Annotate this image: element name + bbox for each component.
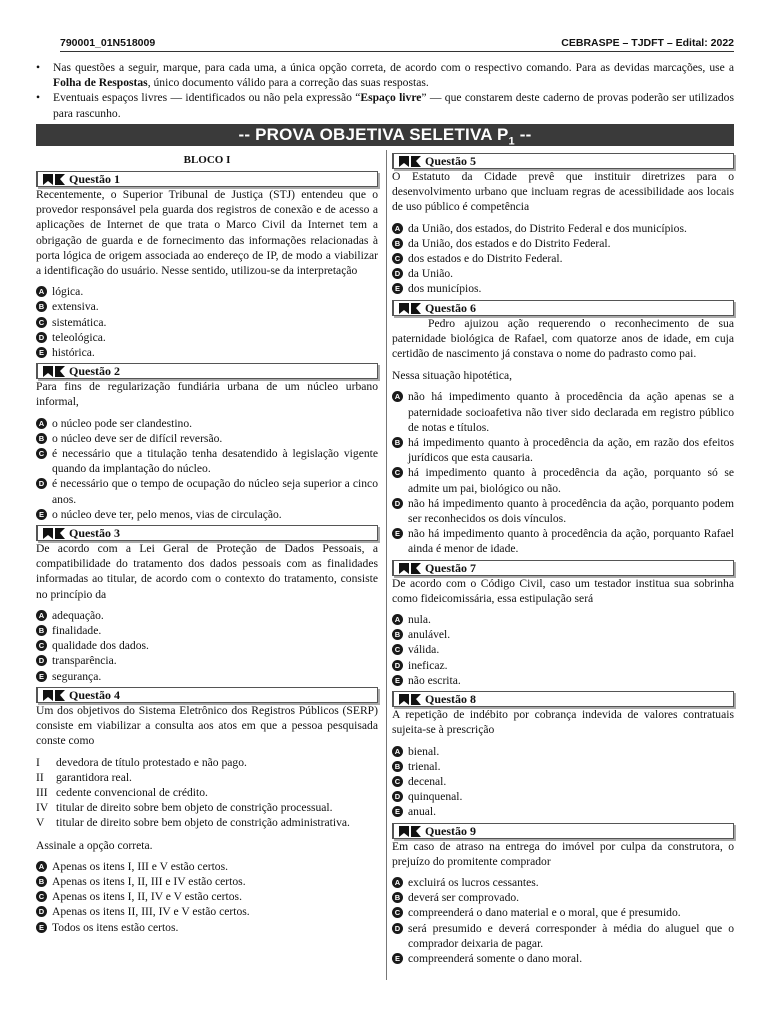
option-text: dos municípios. [408, 282, 482, 296]
option-letter-badge: B [36, 625, 47, 636]
answer-option[interactable] [36, 623, 378, 638]
instruction-item: • Eventuais espaços livres — identificados ou não pela expressão “Espaço livre” — que constarem deste caderno de provas poderão ser utilizados para rascunho. [36, 90, 734, 120]
option-text: da União. [408, 267, 454, 281]
option-letter-badge: D [392, 791, 403, 802]
question-number: Questão 5 [425, 154, 476, 168]
answer-option[interactable] [392, 465, 734, 495]
answer-option[interactable] [392, 642, 734, 657]
answer-option[interactable] [36, 874, 378, 889]
answer-option[interactable] [392, 774, 734, 789]
option-letter-badge: C [392, 467, 403, 478]
statement-list [36, 755, 378, 831]
answer-options [392, 389, 734, 556]
option-letter-badge: C [36, 891, 47, 902]
option-letter-badge: D [392, 660, 403, 671]
option-letter-badge: A [36, 610, 47, 621]
question-number: Questão 1 [69, 172, 120, 186]
option-letter-badge: A [392, 223, 403, 234]
option-letter-badge: E [392, 953, 403, 964]
option-text: compreenderá somente o dano moral. [408, 951, 583, 965]
statement-numeral: III [36, 785, 48, 799]
section-banner: -- PROVA OBJETIVA SELETIVA $P_1$ -- [36, 124, 734, 146]
question-block [36, 687, 378, 935]
question-stem: Para fins de regularização fundiária urbana de um núcleo urbano informal, [36, 380, 378, 409]
option-text: válida. [408, 643, 440, 657]
option-text: histórica. [52, 346, 95, 360]
option-text: finalidade. [52, 624, 102, 638]
option-letter-badge: D [36, 332, 47, 343]
question-block [36, 363, 378, 522]
question-number: Questão 9 [425, 823, 476, 838]
answer-option[interactable] [36, 638, 378, 653]
option-text: não escrita. [408, 673, 461, 687]
option-letter-badge: E [36, 347, 47, 358]
option-text: dos estados e do Distrito Federal. [408, 252, 563, 266]
question-block [392, 560, 734, 688]
option-letter-badge: B [392, 238, 403, 249]
answer-option[interactable] [392, 905, 734, 920]
answer-options [36, 416, 378, 522]
answer-option[interactable] [392, 673, 734, 688]
option-text: lógica. [52, 285, 84, 299]
answer-option[interactable] [392, 804, 734, 819]
option-letter-badge: C [36, 448, 47, 459]
option-letter-badge: D [36, 478, 47, 489]
option-text: anulável. [408, 628, 451, 642]
answer-option[interactable] [36, 608, 378, 623]
question-header [36, 363, 378, 379]
statement-item [36, 755, 378, 770]
statement-item [36, 815, 378, 830]
option-letter-badge: B [36, 433, 47, 444]
option-text: o núcleo pode ser clandestino. [52, 416, 193, 430]
question-block [392, 823, 734, 967]
option-letter-badge: B [36, 301, 47, 312]
question-marker-icon [42, 689, 66, 702]
option-letter-badge: D [392, 268, 403, 279]
option-text: Apenas os itens II, III, IV e V estão certos. [52, 905, 250, 919]
answer-options [36, 608, 378, 684]
right-column [392, 150, 734, 966]
option-text: ineficaz. [408, 658, 448, 672]
question-number: Questão 3 [69, 526, 120, 541]
document-code: 790001_01N518009 [60, 37, 156, 49]
answer-options [36, 284, 378, 360]
answer-option[interactable] [36, 920, 378, 935]
question-prompt: Assinale a opção correta. [36, 838, 153, 852]
question-number: Questão 7 [425, 560, 476, 575]
option-text: Apenas os itens I, II, IV e V estão certos. [52, 890, 242, 904]
statement-item [36, 800, 378, 815]
question-block [392, 300, 734, 557]
option-text: segurança. [52, 669, 102, 683]
question-stem: De acordo com o Código Civil, caso um testador institua sua sobrinha como fideicomissária, essa estipulação será [392, 576, 734, 605]
question-header [392, 153, 734, 169]
option-letter-badge: C [392, 253, 403, 264]
answer-option[interactable] [392, 744, 734, 759]
option-letter-badge: B [392, 761, 403, 772]
answer-option[interactable] [392, 281, 734, 296]
column-divider [386, 150, 387, 980]
instructions-list [36, 60, 734, 121]
option-letter-badge: A [36, 418, 47, 429]
question-header [392, 300, 734, 316]
question-number: Questão 8 [425, 692, 476, 707]
answer-options [392, 612, 734, 688]
answer-option[interactable] [36, 299, 378, 314]
option-text: transparência. [52, 654, 117, 668]
question-block [392, 153, 734, 297]
option-text: o núcleo deve ter, pelo menos, vias de circulação. [52, 507, 282, 521]
answer-option[interactable] [392, 921, 734, 951]
option-letter-badge: B [36, 876, 47, 887]
option-letter-badge: B [392, 437, 403, 448]
answer-option[interactable] [392, 251, 734, 266]
option-text: quinquenal. [408, 790, 463, 804]
option-letter-badge: C [392, 776, 403, 787]
question-number: Questão 6 [425, 300, 476, 315]
option-text: extensiva. [52, 300, 99, 314]
option-letter-badge: D [36, 906, 47, 917]
question-number: Questão 4 [69, 687, 120, 702]
option-letter-badge: C [392, 644, 403, 655]
statement-text: titular de direito sobre bem objeto de constrição administrativa. [56, 816, 350, 830]
option-text: excluirá os lucros cessantes. [408, 875, 539, 889]
option-letter-badge: C [36, 640, 47, 651]
statement-item [36, 770, 378, 785]
answer-option[interactable] [392, 496, 734, 526]
question-stem: O Estatuto da Cidade prevê que instituir diretrizes para o desenvolvimento urbano que incluam regras de acessibilidade aos locais de uso público é competência [392, 170, 734, 214]
answer-option[interactable] [36, 653, 378, 668]
answer-option[interactable] [36, 315, 378, 330]
answer-option[interactable] [392, 526, 734, 556]
option-text: teleológica. [52, 330, 106, 344]
question-header [392, 691, 734, 707]
question-stem: A repetição de indébito por cobrança indevida de valores contratuais sujeita-se à prescrição [392, 708, 734, 737]
option-text: da União, dos estados e do Distrito Federal. [408, 236, 611, 250]
option-letter-badge: A [36, 286, 47, 297]
option-letter-badge: A [392, 877, 403, 888]
answer-option[interactable] [36, 345, 378, 360]
answer-option[interactable] [36, 476, 378, 506]
question-header [36, 171, 378, 187]
statement-numeral: I [36, 755, 40, 769]
answer-option[interactable] [392, 875, 734, 890]
answer-option[interactable] [392, 759, 734, 774]
answer-option[interactable] [36, 284, 378, 299]
answer-option[interactable] [36, 507, 378, 522]
option-letter-badge: D [392, 498, 403, 509]
option-text: compreenderá o dano material e o moral, que é presumido. [408, 906, 681, 920]
option-text: Apenas os itens I, III e V estão certos. [52, 859, 229, 873]
option-text: é necessário que a titulação tenha desatendido à legislação vigente quando da implantação do núcleo. [52, 447, 378, 476]
option-text: da União, dos estados, do Distrito Federal e dos municípios. [408, 221, 687, 235]
option-text: não há impedimento quanto à procedência da ação, porquanto Rafael ainda é menor de idade. [408, 527, 734, 556]
option-text: há impedimento quanto à procedência da ação, porquanto só se admite um pai, biológico ou não. [408, 466, 734, 495]
left-column [36, 150, 378, 935]
answer-option[interactable] [36, 431, 378, 446]
question-stem: Em caso de atraso na entrega do imóvel por culpa da construtora, o prejuízo do promitente comprador [392, 839, 734, 868]
answer-options [392, 875, 734, 966]
answer-option[interactable] [392, 627, 734, 642]
option-letter-badge: B [392, 892, 403, 903]
question-block [392, 691, 734, 819]
answer-option[interactable] [36, 669, 378, 684]
question-marker-icon [42, 365, 66, 378]
page-header [60, 36, 734, 52]
answer-option[interactable] [392, 890, 734, 905]
option-text: qualidade dos dados. [52, 639, 149, 653]
statement-text: garantidora real. [56, 770, 132, 784]
question-marker-icon [398, 155, 422, 168]
question-prompt: Nessa situação hipotética, [392, 369, 513, 383]
option-letter-badge: D [36, 655, 47, 666]
statement-text: titular de direito sobre bem objeto de constrição processual. [56, 801, 333, 815]
option-letter-badge: A [392, 614, 403, 625]
answer-options [392, 221, 734, 297]
answer-option[interactable] [392, 789, 734, 804]
option-text: nula. [408, 613, 431, 627]
block-title: BLOCO I [183, 154, 231, 166]
question-block [36, 525, 378, 684]
option-text: adequação. [52, 608, 104, 622]
statement-text: devedora de título protestado e não pago. [56, 755, 247, 769]
statement-item [36, 785, 378, 800]
option-letter-badge: E [392, 283, 403, 294]
question-header [36, 687, 378, 703]
answer-options [392, 744, 734, 820]
question-number: Questão 2 [69, 364, 120, 379]
option-text: há impedimento quanto à procedência da ação, em razão dos efeitos jurídicos que esta causaria. [408, 436, 734, 465]
question-block [36, 171, 378, 360]
option-letter-badge: E [392, 528, 403, 539]
question-marker-icon [398, 562, 422, 575]
statement-numeral: V [36, 816, 45, 830]
option-letter-badge: A [36, 861, 47, 872]
option-letter-badge: C [36, 317, 47, 328]
question-stem: Pedro ajuizou ação requerendo o reconhecimento de sua paternidade biológica de Rafael, com quatorze anos de idade, em cuja certidão de nascimento já constava o nome do padrasto como pai. [392, 316, 734, 361]
option-letter-badge: E [36, 671, 47, 682]
exam-title: CEBRASPE – TJDFT – Edital: 2022 [561, 37, 734, 49]
question-marker-icon [398, 825, 422, 838]
option-text: o núcleo deve ser de difícil reversão. [52, 431, 223, 445]
option-letter-badge: C [392, 907, 403, 918]
statement-numeral: II [36, 770, 44, 784]
option-text: será presumido e deverá corresponder à média do aluguel que o comprador deixaria de pagar. [408, 921, 734, 950]
answer-option[interactable] [36, 889, 378, 904]
answer-option[interactable] [36, 859, 378, 874]
instruction-item: • Nas questões a seguir, marque, para cada uma, a única opção correta, de acordo com o respectivo comando. Para as devidas marcações, use a Folha de Respostas, único documento válido para a correção das suas respostas. [36, 60, 734, 90]
question-marker-icon [398, 693, 422, 706]
answer-option[interactable] [36, 330, 378, 345]
option-letter-badge: E [392, 675, 403, 686]
statement-numeral: IV [36, 801, 49, 815]
answer-option[interactable] [392, 658, 734, 673]
option-letter-badge: B [392, 629, 403, 640]
answer-option[interactable] [392, 389, 734, 435]
question-header [392, 823, 734, 839]
option-letter-badge: E [392, 806, 403, 817]
option-text: Apenas os itens I, II, III e IV estão certos. [52, 874, 246, 888]
option-letter-badge: A [392, 391, 403, 402]
answer-option[interactable] [36, 416, 378, 431]
question-header [392, 560, 734, 576]
option-text: anual. [408, 805, 437, 819]
answer-option[interactable] [36, 904, 378, 919]
answer-option[interactable] [392, 221, 734, 236]
option-text: bienal. [408, 744, 440, 758]
option-text: deverá ser comprovado. [408, 891, 520, 905]
option-text: não há impedimento quanto à procedência da ação apenas se a paternidade socioafetiva não tiver sido declarada em registro público de notas e títulos. [408, 390, 734, 434]
question-stem: Recentemente, o Superior Tribunal de Justiça (STJ) entendeu que o provedor responsável pela guarda dos registros de conexão e de acesso a aplicações de Internet de que trata o Marco Civil da Internet tem a obrigação de guarda e de fornecimento das informações relacionadas à porta lógica de origem associada ao endereço de IP, de modo a viabilizar a identificação do usuário. Nesse sentido, utilizou-se da interpretação [36, 188, 378, 278]
question-header [36, 525, 378, 541]
option-letter-badge: D [392, 923, 403, 934]
option-text: trienal. [408, 759, 441, 773]
option-letter-badge: E [36, 509, 47, 520]
question-marker-icon [42, 173, 66, 186]
question-marker-icon [42, 527, 66, 540]
option-letter-badge: A [392, 746, 403, 757]
answer-options [36, 859, 378, 935]
question-marker-icon [398, 302, 422, 315]
answer-option[interactable] [392, 435, 734, 465]
answer-option[interactable] [392, 236, 734, 251]
answer-option[interactable] [392, 266, 734, 281]
option-text: não há impedimento quanto à procedência da ação, porquanto podem ser reconhecidos os dois vínculos. [408, 496, 734, 526]
option-text: sistemática. [52, 315, 107, 329]
question-stem: Um dos objetivos do Sistema Eletrônico dos Registros Públicos (SERP) consiste em viabilizar a consulta aos atos em que a pessoa pesquisada conste como [36, 703, 378, 748]
option-text: é necessário que o tempo de ocupação do núcleo seja superior a cinco anos. [52, 477, 378, 506]
answer-option[interactable] [392, 612, 734, 627]
option-letter-badge: E [36, 922, 47, 933]
question-stem: De acordo com a Lei Geral de Proteção de Dados Pessoais, a compatibilidade do tratamento dos dados pessoais com as finalidades informadas ao titular, de acordo com o contexto do tratamento, consiste no princípio da [36, 542, 378, 601]
option-text: decenal. [408, 774, 447, 788]
option-text: Todos os itens estão certos. [52, 920, 179, 934]
answer-option[interactable] [392, 951, 734, 966]
answer-option[interactable] [36, 446, 378, 476]
statement-text: cedente convencional de crédito. [56, 785, 208, 799]
